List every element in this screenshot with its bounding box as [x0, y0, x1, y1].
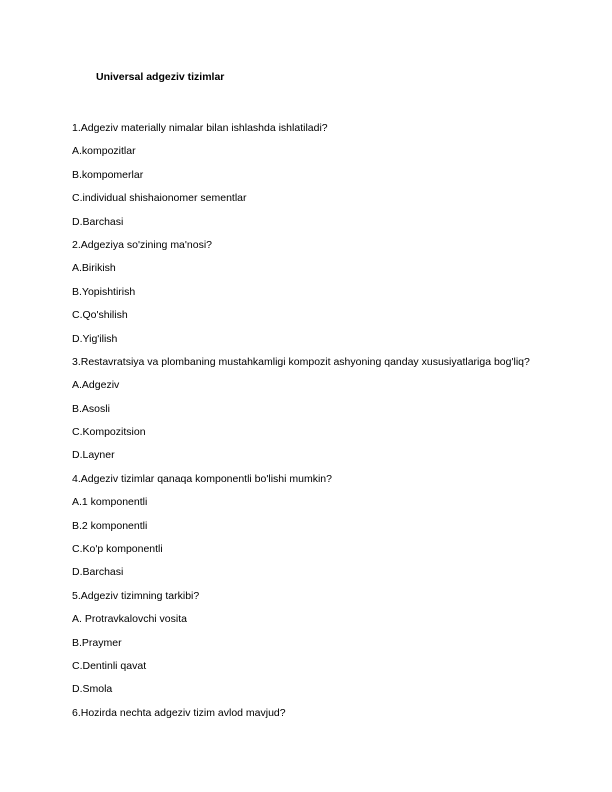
- answer-2-c: C.Qo'shilish: [72, 309, 128, 322]
- answer-3-a: A.Adgeziv: [72, 379, 120, 392]
- answer-1-a: A.kompozitlar: [72, 145, 136, 158]
- question-6: 6.Hozirda nechta adgeziv tizim avlod mavjud?: [72, 706, 286, 719]
- question-list: [72, 118, 592, 726]
- question-4: 4.Adgeziv tizimlar qanaqa komponentli bo'lishi mumkin?: [72, 472, 332, 485]
- answer-5-c: C.Dentinli qavat: [72, 659, 147, 672]
- answer-4-d: D.Barchasi: [72, 566, 124, 579]
- answer-2-b: B.Yopishtirish: [72, 285, 136, 298]
- question-5: 5.Adgeziv tizimning tarkibi?: [72, 589, 200, 602]
- answer-3-c: C.Kompozitsion: [72, 426, 146, 439]
- answer-2-d: D.Yig'ilish: [72, 332, 118, 345]
- answer-1-c: C.individual shishaionomer sementlar: [72, 192, 247, 205]
- answer-3-b: B.Asosli: [72, 402, 110, 415]
- answer-1-b: B.kompomerlar: [72, 168, 144, 181]
- answer-4-a: A.1 komponentli: [72, 496, 148, 509]
- answer-5-b: B.Praymer: [72, 636, 122, 649]
- answer-3-d: D.Layner: [72, 449, 115, 462]
- answer-4-c: C.Ko'p komponentli: [72, 543, 163, 556]
- answer-5-d: D.Smola: [72, 683, 113, 696]
- answer-5-a: A. Protravkalovchi vosita: [72, 613, 187, 626]
- question-2: 2.Adgeziya so'zining ma'nosi?: [72, 238, 213, 251]
- document-title: Universal adgeziv tizimlar: [96, 71, 225, 83]
- answer-4-b: B.2 komponentli: [72, 519, 148, 532]
- answer-1-d: D.Barchasi: [72, 215, 124, 228]
- question-3: 3.Restavratsiya va plombaning mustahkamligi kompozit ashyoning qanday xususiyatlariga bog'liq?: [72, 355, 530, 368]
- answer-2-a: A.Birikish: [72, 262, 116, 275]
- question-1: 1.Adgeziv materially nimalar bilan ishlashda ishlatiladi?: [72, 122, 328, 134]
